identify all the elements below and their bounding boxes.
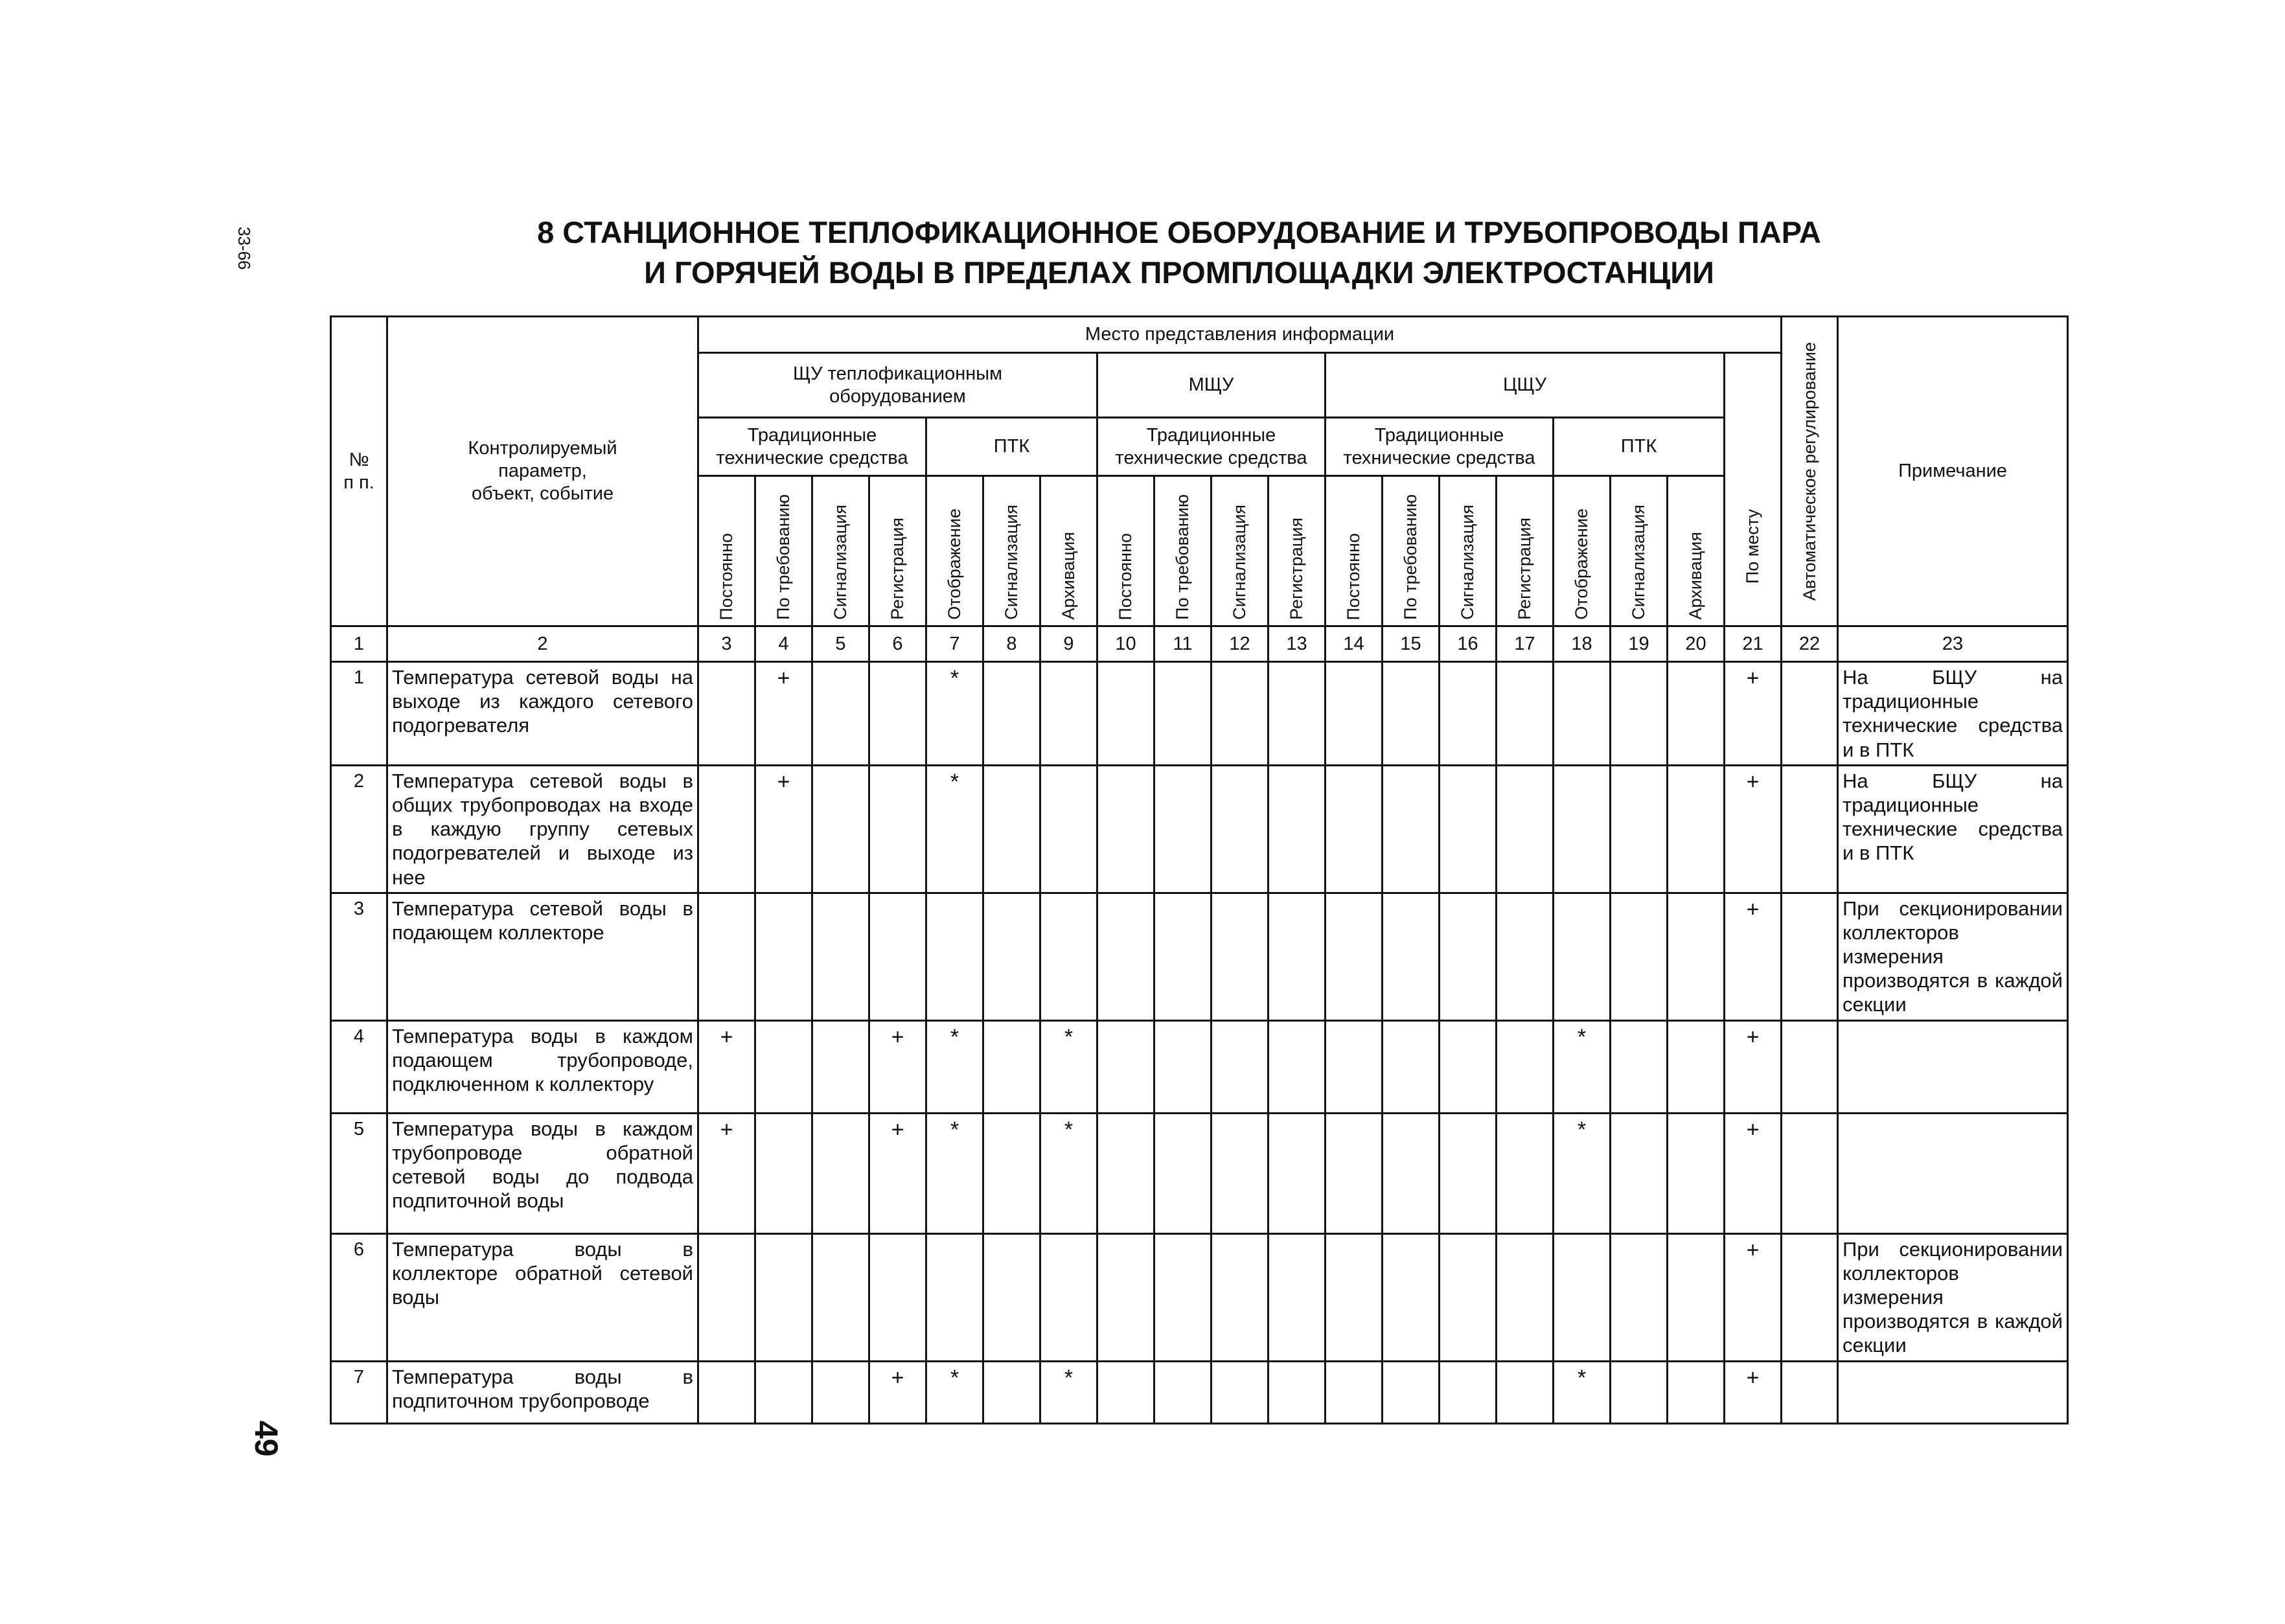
row-mark [1497, 1020, 1554, 1113]
row-mark [1440, 1020, 1497, 1113]
column-number: 20 [1668, 626, 1725, 662]
row-mark [812, 1361, 869, 1423]
row-mark [1668, 893, 1725, 1020]
column-number: 6 [869, 626, 926, 662]
row-mark [869, 1233, 926, 1361]
row-mark [1269, 1113, 1326, 1233]
row-mark [1097, 893, 1154, 1020]
row-mark [1154, 1361, 1211, 1423]
header-col-20: Архивация [1668, 476, 1725, 626]
row-mark [1326, 1113, 1383, 1233]
page-title [324, 212, 2034, 293]
column-number: 12 [1211, 626, 1269, 662]
row-mark: + [1725, 662, 1782, 766]
row-mark [1326, 1233, 1383, 1361]
parameters-table [330, 315, 2069, 1424]
page-number: 49 [248, 1421, 284, 1457]
document-code: 33-66 [235, 227, 254, 270]
row-note [1838, 1113, 2068, 1233]
column-number: 23 [1838, 626, 2068, 662]
column-number: 9 [1040, 626, 1097, 662]
row-mark: + [869, 1020, 926, 1113]
row-mark [1154, 1113, 1211, 1233]
row-mark [1611, 1020, 1668, 1113]
row-mark [698, 1233, 755, 1361]
row-mark: + [1725, 1113, 1782, 1233]
row-mark: + [698, 1113, 755, 1233]
row-mark [1383, 1233, 1440, 1361]
header-trad-shchu: Традиционные технические средства [698, 418, 926, 476]
row-mark [1154, 1020, 1211, 1113]
row-mark [1040, 893, 1097, 1020]
row-mark [1097, 1020, 1154, 1113]
row-mark [1269, 765, 1326, 893]
header-col-10: Постоянно [1097, 476, 1154, 626]
row-note [1838, 1020, 2068, 1113]
row-number: 5 [331, 1113, 387, 1233]
row-mark [698, 662, 755, 766]
title-line-1: 8 СТАНЦИОННОЕ ТЕПЛОФИКАЦИОННОЕ ОБОРУДОВАНИЕ И ТРУБОПРОВОДЫ ПАРА [537, 215, 1821, 249]
header-trad-mshchu: Традиционные технические средства [1097, 418, 1326, 476]
row-mark [1154, 1233, 1211, 1361]
row-parameter: Температура сетевой воды в подающем коллекторе [387, 893, 698, 1020]
column-number: 3 [698, 626, 755, 662]
row-mark [926, 893, 983, 1020]
header-col-8: Сигнализация [983, 476, 1040, 626]
header-param: Контролируемый параметр, объект, событие [387, 317, 698, 626]
row-mark [1383, 1020, 1440, 1113]
table-row [331, 1233, 2068, 1361]
column-number: 17 [1497, 626, 1554, 662]
row-note: На БЩУ на традиционные технические средства и в ПТК [1838, 662, 2068, 766]
row-mark: + [698, 1020, 755, 1113]
row-note [1838, 1361, 2068, 1423]
row-mark [1497, 1361, 1554, 1423]
row-parameter: Температура сетевой воды на выходе из каждого сетевого подогревателя [387, 662, 698, 766]
row-number: 3 [331, 893, 387, 1020]
row-mark [1782, 1361, 1838, 1423]
row-mark [1782, 893, 1838, 1020]
row-mark [1383, 1361, 1440, 1423]
row-mark [812, 1113, 869, 1233]
row-number: 7 [331, 1361, 387, 1423]
header-col-16: Сигнализация [1440, 476, 1497, 626]
row-mark [1497, 1233, 1554, 1361]
row-mark: * [926, 1113, 983, 1233]
column-number: 4 [755, 626, 812, 662]
row-mark [1611, 1361, 1668, 1423]
row-mark: + [1725, 765, 1782, 893]
row-mark [698, 893, 755, 1020]
row-mark [1211, 1233, 1269, 1361]
row-mark [1211, 893, 1269, 1020]
row-mark [1269, 662, 1326, 766]
row-number: 2 [331, 765, 387, 893]
header-col-13: Регистрация [1269, 476, 1326, 626]
row-mark [1383, 893, 1440, 1020]
row-note: При секционировании коллекторов измерения производятся в каждой секции [1838, 893, 2068, 1020]
row-mark [1269, 893, 1326, 1020]
header-col-12: Сигнализация [1211, 476, 1269, 626]
row-mark [755, 1233, 812, 1361]
row-mark: * [926, 765, 983, 893]
row-mark [983, 1361, 1040, 1423]
row-mark [1040, 765, 1097, 893]
row-mark [1040, 1233, 1097, 1361]
column-number: 7 [926, 626, 983, 662]
row-mark: * [1040, 1020, 1097, 1113]
row-mark [812, 765, 869, 893]
row-mark [1611, 1113, 1668, 1233]
row-parameter: Температура воды в каждом трубопроводе обратной сетевой воды до подвода подпиточной воды [387, 1113, 698, 1233]
table-row [331, 765, 2068, 893]
row-note: На БЩУ на традиционные технические средства и в ПТК [1838, 765, 2068, 893]
row-mark: * [1040, 1361, 1097, 1423]
title-line-2: И ГОРЯЧЕЙ ВОДЫ В ПРЕДЕЛАХ ПРОМПЛОЩАДКИ ЭЛЕКТРОСТАНЦИИ [644, 255, 1714, 290]
row-parameter: Температура воды в коллекторе обратной сетевой воды [387, 1233, 698, 1361]
row-mark [1668, 765, 1725, 893]
row-mark: + [1725, 1233, 1782, 1361]
row-note: При секционировании коллекторов измерения производятся в каждой секции [1838, 1233, 2068, 1361]
row-mark [1326, 1020, 1383, 1113]
row-mark [1154, 893, 1211, 1020]
row-mark [1326, 662, 1383, 766]
row-mark [1497, 662, 1554, 766]
row-mark [1611, 662, 1668, 766]
header-col-11: По требованию [1154, 476, 1211, 626]
header-tsshchu: ЦЩУ [1326, 353, 1725, 418]
row-mark [1269, 1361, 1326, 1423]
header-place: Место представления информации [698, 317, 1782, 353]
row-mark: + [755, 765, 812, 893]
row-mark [1611, 893, 1668, 1020]
row-parameter: Температура воды в каждом подающем трубопроводе, подключенном к коллектору [387, 1020, 698, 1113]
row-mark [1440, 1113, 1497, 1233]
row-mark [1782, 1113, 1838, 1233]
row-mark [1668, 1233, 1725, 1361]
row-mark [1040, 662, 1097, 766]
table-row [331, 1020, 2068, 1113]
column-number: 15 [1383, 626, 1440, 662]
header-col-18: Отображение [1554, 476, 1611, 626]
row-number: 6 [331, 1233, 387, 1361]
header-col-19: Сигнализация [1611, 476, 1668, 626]
row-mark [869, 893, 926, 1020]
row-mark [1211, 1361, 1269, 1423]
column-number: 8 [983, 626, 1040, 662]
row-mark [1554, 662, 1611, 766]
row-mark [1097, 1233, 1154, 1361]
header-col-17: Регистрация [1497, 476, 1554, 626]
row-mark [1554, 1233, 1611, 1361]
row-number: 1 [331, 662, 387, 766]
row-mark: + [1725, 893, 1782, 1020]
column-number: 18 [1554, 626, 1611, 662]
header-col-15: По требованию [1383, 476, 1440, 626]
row-mark [698, 1361, 755, 1423]
table-row [331, 893, 2068, 1020]
row-mark [983, 1020, 1040, 1113]
row-mark [1440, 1233, 1497, 1361]
row-mark [1211, 662, 1269, 766]
row-mark [1440, 893, 1497, 1020]
row-mark [869, 662, 926, 766]
row-mark [698, 765, 755, 893]
header-col-3: Постоянно [698, 476, 755, 626]
column-number: 2 [387, 626, 698, 662]
row-mark [1497, 1113, 1554, 1233]
row-mark [1782, 1020, 1838, 1113]
column-number: 10 [1097, 626, 1154, 662]
column-number: 14 [1326, 626, 1383, 662]
row-mark [983, 1113, 1040, 1233]
row-mark [926, 1233, 983, 1361]
header-ptk-tsshchu: ПТК [1554, 418, 1725, 476]
row-mark: * [1554, 1113, 1611, 1233]
header-note: Примечание [1838, 317, 2068, 626]
row-mark [812, 893, 869, 1020]
row-mark [1097, 1113, 1154, 1233]
header-col-4: По требованию [755, 476, 812, 626]
header-trad-tsshchu: Традиционные технические средства [1326, 418, 1554, 476]
row-mark: * [926, 1361, 983, 1423]
row-mark [1211, 765, 1269, 893]
header-ptk-shchu: ПТК [926, 418, 1097, 476]
header-num: № п п. [331, 317, 387, 626]
row-mark: * [1040, 1113, 1097, 1233]
row-mark [1097, 765, 1154, 893]
row-mark [755, 893, 812, 1020]
row-mark [1782, 765, 1838, 893]
table-row [331, 1361, 2068, 1423]
row-mark [1611, 1233, 1668, 1361]
row-number: 4 [331, 1020, 387, 1113]
row-mark [1269, 1233, 1326, 1361]
column-number: 1 [331, 626, 387, 662]
column-number: 21 [1725, 626, 1782, 662]
row-mark [1554, 893, 1611, 1020]
column-number: 11 [1154, 626, 1211, 662]
column-number: 19 [1611, 626, 1668, 662]
row-mark [1782, 662, 1838, 766]
row-parameter: Температура сетевой воды в общих трубопроводах на входе в каждую группу сетевых подогревателей и выходе из нее [387, 765, 698, 893]
row-mark: * [1554, 1020, 1611, 1113]
row-mark [1211, 1020, 1269, 1113]
row-mark [1269, 1020, 1326, 1113]
header-col-5: Сигнализация [812, 476, 869, 626]
header-col-14: Постоянно [1326, 476, 1383, 626]
row-mark [1497, 765, 1554, 893]
row-mark: + [869, 1361, 926, 1423]
row-mark [1383, 662, 1440, 766]
row-mark [1497, 893, 1554, 1020]
header-col-21: По месту [1725, 353, 1782, 626]
header-col-7: Отображение [926, 476, 983, 626]
column-number: 22 [1782, 626, 1838, 662]
row-mark [1782, 1233, 1838, 1361]
row-mark: + [1725, 1020, 1782, 1113]
row-mark [1326, 1361, 1383, 1423]
header-auto: Автоматическое регулирование [1782, 317, 1838, 626]
column-number: 16 [1440, 626, 1497, 662]
row-mark: * [926, 1020, 983, 1113]
row-mark [1668, 1113, 1725, 1233]
row-mark: * [1554, 1361, 1611, 1423]
row-mark [1097, 662, 1154, 766]
row-mark [1211, 1113, 1269, 1233]
row-mark [812, 1020, 869, 1113]
row-mark [1154, 662, 1211, 766]
column-number: 5 [812, 626, 869, 662]
row-mark: * [926, 662, 983, 766]
row-mark [1440, 662, 1497, 766]
row-parameter: Температура воды в подпиточном трубопроводе [387, 1361, 698, 1423]
row-mark [1554, 765, 1611, 893]
row-mark [1440, 1361, 1497, 1423]
row-mark [755, 1020, 812, 1113]
row-mark [1668, 1361, 1725, 1423]
row-mark: + [1725, 1361, 1782, 1423]
row-mark [983, 662, 1040, 766]
header-shchu: ЩУ теплофикационным оборудованием [698, 353, 1097, 418]
row-mark [812, 1233, 869, 1361]
row-mark [1668, 1020, 1725, 1113]
row-mark [1383, 1113, 1440, 1233]
row-mark [1668, 662, 1725, 766]
row-mark [983, 1233, 1040, 1361]
row-mark [983, 893, 1040, 1020]
row-mark [1326, 893, 1383, 1020]
row-mark [812, 662, 869, 766]
row-mark [1154, 765, 1211, 893]
row-mark [983, 765, 1040, 893]
row-mark [1383, 765, 1440, 893]
table-row [331, 1113, 2068, 1233]
row-mark [869, 765, 926, 893]
header-col-6: Регистрация [869, 476, 926, 626]
row-mark [1440, 765, 1497, 893]
header-col-9: Архивация [1040, 476, 1097, 626]
row-mark [755, 1113, 812, 1233]
row-mark [1611, 765, 1668, 893]
row-mark [755, 1361, 812, 1423]
row-mark [1326, 765, 1383, 893]
header-mshchu: МЩУ [1097, 353, 1326, 418]
row-mark [1097, 1361, 1154, 1423]
column-number: 13 [1269, 626, 1326, 662]
row-mark: + [869, 1113, 926, 1233]
row-mark: + [755, 662, 812, 766]
table-row [331, 662, 2068, 766]
